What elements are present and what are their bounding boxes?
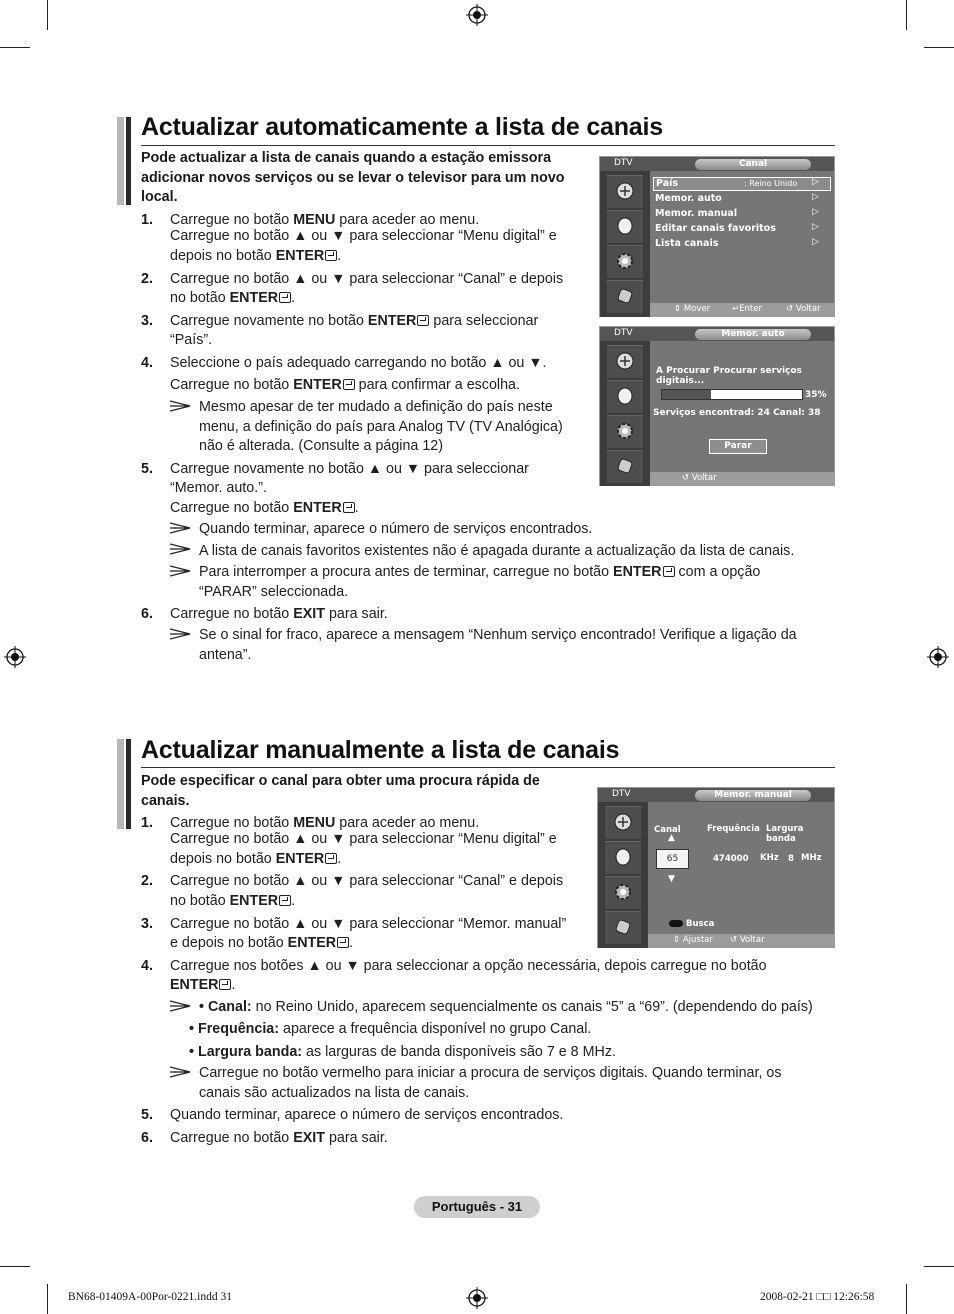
move-hint: ⇕ Mover <box>674 304 711 314</box>
step-text: depois no botão ENTER . <box>170 851 342 867</box>
note-arrow-icon <box>170 543 192 555</box>
osd-memor-manual <box>597 787 835 948</box>
stop-button[interactable]: Parar <box>709 439 767 454</box>
arrow-down-icon[interactable]: ▼ <box>668 874 675 884</box>
enter-hint: ↵Enter <box>732 304 762 314</box>
adjust-hint: ⇕ Ajustar <box>673 935 713 945</box>
updown-icon: ⇕ <box>674 304 682 314</box>
step-text: Carregue no botão ▲ ou ▼ para seleccionar “Canal” e depois <box>170 271 564 287</box>
crop-mark <box>906 0 907 30</box>
note-text: Mesmo apesar de ter mudado a definição do país neste menu, a definição do país para Analog TV (TV Analógica) não é alterada. (Consulte a página 12) <box>199 399 563 454</box>
section-rule <box>141 767 835 768</box>
column-frequencia: Frequência <box>707 824 760 834</box>
input-icon <box>615 456 635 476</box>
updown-icon: ⇕ <box>673 935 681 945</box>
step-text: no botão ENTER . <box>170 290 296 306</box>
step-number: 1. <box>141 815 153 831</box>
arrow-up-icon[interactable]: ▲ <box>668 833 675 843</box>
page-number: Português - 31 <box>414 1196 540 1218</box>
enter-icon <box>219 979 231 990</box>
step-text: “País”. <box>170 332 213 348</box>
step-text: “Memor. auto.”. <box>170 480 267 496</box>
enter-icon <box>417 315 429 326</box>
enter-icon <box>279 292 291 303</box>
step-text: Carregue nos botões ▲ ou ▼ para seleccionar a opção necessária, depois carregue no botão <box>170 958 767 974</box>
note-text: • Canal: no Reino Unido, aparecem sequencialmente os canais “5” a “69”. (dependendo do país) <box>199 999 813 1015</box>
chevron-right-icon: ▷ <box>812 237 819 247</box>
step-number: 4. <box>141 958 153 974</box>
frequency-value: 474000 <box>713 854 749 864</box>
return-icon: ↺ <box>786 304 794 314</box>
step-text: Seleccione o país adequado carregando no botão ▲ ou ▼. <box>170 355 547 371</box>
searching-text: A Procurar Procurar serviços digitais... <box>656 366 802 386</box>
section-title: Actualizar automaticamente a lista de canais <box>141 113 663 141</box>
step-number: 6. <box>141 606 153 622</box>
enter-icon <box>325 250 337 261</box>
step-text: Carregue no botão ENTER para confirmar a escolha. <box>170 377 520 393</box>
enter-icon: ↵ <box>732 304 740 314</box>
crop-mark <box>0 47 30 48</box>
note-arrow-icon <box>170 565 192 577</box>
setup-icon <box>615 421 635 441</box>
note-arrow-icon <box>170 1066 192 1078</box>
note-text: Para interromper a procura antes de terminar, carregue no botão ENTER com a opção “PARAR” seleccionada. <box>199 564 761 600</box>
enter-icon <box>343 502 355 513</box>
progress-fill <box>662 390 711 399</box>
step-text: Carregue no botão EXIT para sair. <box>170 1130 388 1146</box>
step-text: Carregue no botão ENTER . <box>170 500 359 516</box>
back-hint: ↺ Voltar <box>786 304 821 314</box>
section-intro: Pode actualizar a lista de canais quando a estação emissora adicionar novos serviços ou se levar o televisor para um novo local. <box>141 150 565 205</box>
step-number: 6. <box>141 1130 153 1146</box>
progress-percent: 35% <box>805 390 827 400</box>
step-number: 1. <box>141 212 153 228</box>
note-text: • Frequência: aparece a frequência disponível no grupo Canal. <box>189 1021 592 1037</box>
osd-title: Memor. manual <box>695 790 811 801</box>
osd-title: Canal <box>695 159 811 170</box>
return-icon: ↺ <box>730 935 738 945</box>
step-text: Quando terminar, aparece o número de serviços encontrados. <box>170 1107 564 1123</box>
chevron-right-icon: ▷ <box>812 222 819 232</box>
crop-mark <box>924 47 954 48</box>
enter-icon <box>337 937 349 948</box>
osd-dtv-label: DTV <box>614 328 633 338</box>
return-icon: ↺ <box>682 473 690 483</box>
step-text: Carregue novamente no botão ENTER para seleccionar <box>170 313 539 329</box>
osd-dtv-label: DTV <box>612 789 631 799</box>
back-hint: ↺ Voltar <box>730 935 765 945</box>
enter-icon <box>279 895 291 906</box>
note-text: Quando terminar, aparece o número de serviços encontrados. <box>199 521 593 537</box>
step-number: 5. <box>141 1107 153 1123</box>
step-number: 3. <box>141 313 153 329</box>
channel-icon <box>615 181 635 201</box>
menu-item-favoritos[interactable]: Editar canais favoritos <box>655 223 776 234</box>
note-text: A lista de canais favoritos existentes não é apagada durante a actualização da lista de canais. <box>199 543 795 559</box>
crop-mark <box>47 1284 48 1314</box>
registration-mark-icon <box>466 1287 488 1309</box>
step-text: no botão ENTER . <box>170 893 296 909</box>
step-number: 2. <box>141 873 153 889</box>
picture-icon <box>615 216 635 236</box>
crop-mark <box>0 1266 30 1267</box>
step-text: Carregue no botão ▲ ou ▼ para seleccionar “Memor. manual” <box>170 916 567 932</box>
osd-title: Memor. auto <box>695 329 811 340</box>
column-largura-banda: Largura banda <box>766 824 804 844</box>
enter-icon <box>343 379 355 390</box>
note-text: Carregue no botão vermelho para iniciar a procura de serviços digitais. Quando terminar, os canais são actualizados na lista de canais. <box>199 1065 782 1101</box>
red-button-icon[interactable] <box>669 920 683 927</box>
note-arrow-icon <box>170 400 192 412</box>
step-text: e depois no botão ENTER . <box>170 935 354 951</box>
registration-mark-icon <box>927 646 949 668</box>
crop-mark <box>924 1266 954 1267</box>
search-hint: Busca <box>686 919 715 929</box>
step-text: Carregue no botão ▲ ou ▼ para seleccionar “Menu digital” e <box>170 831 557 847</box>
step-text: Carregue no botão ▲ ou ▼ para seleccionar “Menu digital” e <box>170 228 557 244</box>
picture-icon <box>613 847 633 867</box>
chevron-right-icon: ▷ <box>812 177 819 187</box>
setup-icon <box>615 251 635 271</box>
frequency-unit: KHz <box>760 853 779 863</box>
chevron-right-icon: ▷ <box>812 207 819 217</box>
section-rule <box>141 145 835 146</box>
bandwidth-value: 8 <box>788 854 794 864</box>
step-text: Carregue no botão ▲ ou ▼ para seleccionar “Canal” e depois <box>170 873 564 889</box>
step-text: ENTER . <box>170 977 236 993</box>
registration-mark-icon <box>466 4 488 26</box>
channel-icon <box>613 812 633 832</box>
crop-mark <box>906 1284 907 1314</box>
bandwidth-unit: MHz <box>801 853 822 863</box>
step-number: 3. <box>141 916 153 932</box>
chevron-right-icon: ▷ <box>812 192 819 202</box>
menu-item-memor-manual[interactable]: Memor. manual <box>655 208 738 219</box>
picture-icon <box>615 386 635 406</box>
note-text: • Largura banda: as larguras de banda disponíveis são 7 e 8 MHz. <box>189 1044 616 1060</box>
osd-dtv-label: DTV <box>614 158 633 168</box>
menu-item-lista-canais[interactable]: Lista canais <box>655 238 719 249</box>
enter-icon <box>663 566 675 577</box>
channel-icon <box>615 351 635 371</box>
crop-mark <box>47 0 48 30</box>
input-icon <box>613 917 633 937</box>
note-arrow-icon <box>170 1000 192 1012</box>
note-arrow-icon <box>170 628 192 640</box>
setup-icon <box>613 882 633 902</box>
step-text: Carregue novamente no botão ▲ ou ▼ para seleccionar <box>170 461 529 477</box>
enter-icon <box>325 853 337 864</box>
file-slug: BN68-01409A-00Por-0221.indd 31 <box>68 1291 232 1303</box>
note-arrow-icon <box>170 522 192 534</box>
found-count: Serviços encontrad: 24 Canal: 38 <box>653 408 821 418</box>
registration-mark-icon <box>4 646 26 668</box>
back-hint: ↺ Voltar <box>682 473 717 483</box>
osd-memor-auto <box>599 326 835 486</box>
step-number: 4. <box>141 355 153 371</box>
step-text: Carregue no botão EXIT para sair. <box>170 606 388 622</box>
step-text: Carregue no botão MENU para aceder ao menu. <box>170 212 480 228</box>
column-canal: Canal <box>654 825 681 835</box>
print-timestamp: 2008-02-21 □□ 12:26:58 <box>760 1291 875 1303</box>
menu-item-memor-auto[interactable]: Memor. auto <box>655 193 722 204</box>
menu-item-pais[interactable]: País <box>656 178 679 189</box>
step-number: 5. <box>141 461 153 477</box>
section-intro: Pode especificar o canal para obter uma procura rápida de canais. <box>141 773 540 809</box>
canal-input[interactable]: 65 <box>656 849 689 869</box>
progress-bar <box>661 389 803 400</box>
step-text: Carregue no botão MENU para aceder ao menu. <box>170 815 480 831</box>
input-icon <box>615 286 635 306</box>
section-title: Actualizar manualmente a lista de canais <box>141 736 620 764</box>
step-number: 2. <box>141 271 153 287</box>
note-text: Se o sinal for fraco, aparece a mensagem “Nenhum serviço encontrado! Verifique a ligação da antena”. <box>199 627 797 663</box>
country-value: : Reino Unido <box>744 179 798 188</box>
step-text: depois no botão ENTER . <box>170 248 342 264</box>
osd-canal-menu <box>599 156 835 317</box>
